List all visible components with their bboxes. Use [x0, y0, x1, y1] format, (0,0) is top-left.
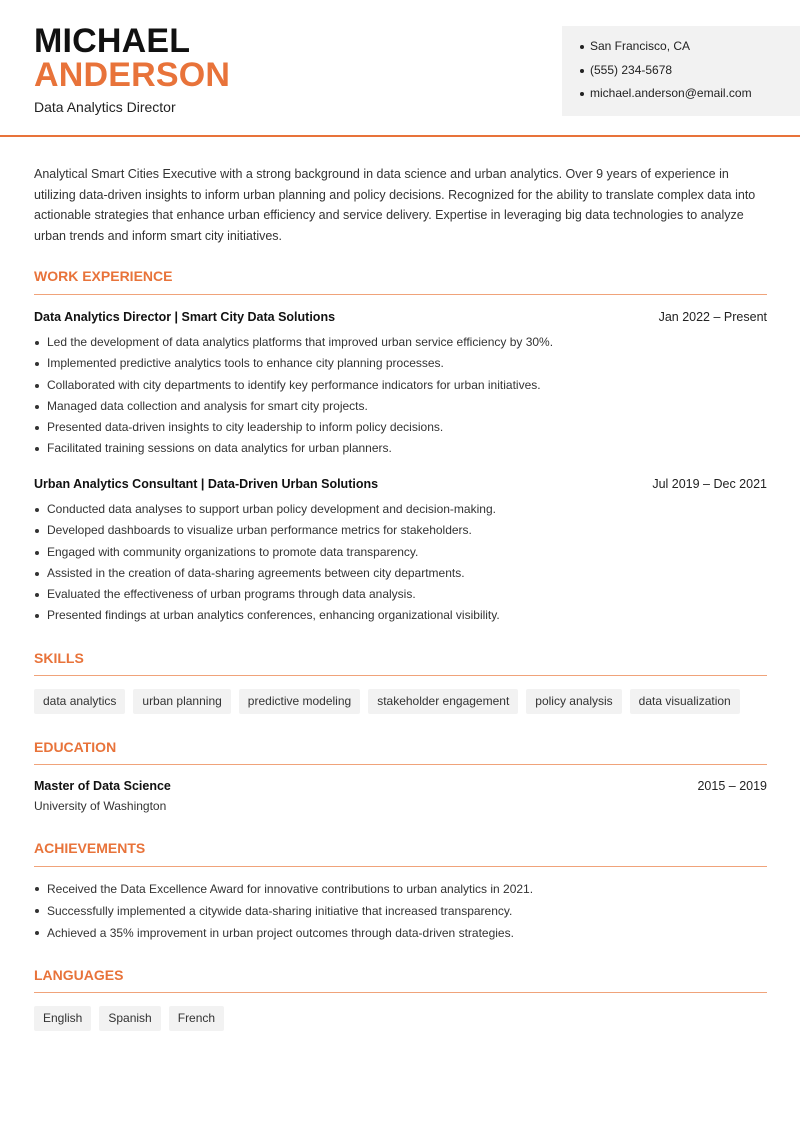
contact-box	[562, 26, 800, 116]
list-item: Developed dashboards to visualize urban performance metrics for stakeholders.	[34, 520, 767, 541]
section-title-languages: LANGUAGES	[34, 967, 124, 983]
language-tag: French	[169, 1006, 224, 1031]
job-header	[34, 310, 767, 324]
job-bullets	[34, 499, 767, 627]
skill-tag: predictive modeling	[239, 689, 360, 714]
section-divider	[34, 294, 767, 295]
list-item: Evaluated the effectiveness of urban programs through data analysis.	[34, 584, 767, 605]
education-degree: Master of Data Science	[34, 779, 171, 793]
languages-list	[34, 1006, 224, 1031]
job-role: Data Analytics Director | Smart City Data Solutions	[34, 310, 336, 324]
job-bullets	[34, 332, 767, 460]
skill-tag: urban planning	[133, 689, 230, 714]
language-tag: English	[34, 1006, 91, 1031]
section-title-skills: SKILLS	[34, 650, 84, 666]
skill-tag: policy analysis	[526, 689, 621, 714]
list-item: Assisted in the creation of data-sharing agreements between city departments.	[34, 563, 767, 584]
contact-email: michael.anderson@email.com	[580, 82, 800, 106]
resume-header	[0, 0, 800, 137]
section-divider	[34, 866, 767, 867]
first-name: MICHAEL	[34, 22, 191, 60]
list-item: Managed data collection and analysis for smart city projects.	[34, 396, 767, 417]
job-dates: Jul 2019 – Dec 2021	[652, 477, 767, 491]
section-title-education: EDUCATION	[34, 739, 117, 755]
job-role: Urban Analytics Consultant | Data-Driven Urban Solutions	[34, 477, 379, 491]
list-item: Successfully implemented a citywide data-sharing initiative that increased transparency.	[34, 900, 767, 922]
achievement-bullets	[34, 878, 767, 944]
skills-list	[34, 689, 740, 714]
language-tag: Spanish	[99, 1006, 160, 1031]
list-item: Collaborated with city departments to identify key performance indicators for urban initiatives.	[34, 375, 767, 396]
list-item: Implemented predictive analytics tools to enhance city planning processes.	[34, 353, 767, 374]
list-item: Conducted data analyses to support urban policy development and decision-making.	[34, 499, 767, 520]
list-item: Engaged with community organizations to promote data transparency.	[34, 542, 767, 563]
list-item: Facilitated training sessions on data analytics for urban planners.	[34, 438, 767, 459]
section-title-achievements: ACHIEVEMENTS	[34, 840, 146, 856]
contact-phone: (555) 234-5678	[580, 59, 800, 83]
education-dates: 2015 – 2019	[697, 779, 767, 793]
skill-tag: stakeholder engagement	[368, 689, 518, 714]
list-item: Presented data-driven insights to city leadership to inform policy decisions.	[34, 417, 767, 438]
list-item: Presented findings at urban analytics conferences, enhancing organizational visibility.	[34, 605, 767, 626]
list-item: Led the development of data analytics platforms that improved urban service efficiency by 30%.	[34, 332, 767, 353]
list-item: Achieved a 35% improvement in urban project outcomes through data-driven strategies.	[34, 922, 767, 944]
summary: Analytical Smart Cities Executive with a strong background in data science and urban analytics. Over 9 years of experience in utilizing data-driven insights to inform urban planning and policy decisions. Recognized for the ability to translate complex data into actionable strategies that enhance urban efficiency and service delivery. Expertise in leveraging big data technologies to analyze urban trends and inform smart city initiatives.	[34, 167, 756, 243]
skill-tag: data analytics	[34, 689, 125, 714]
education-school: University of Washington	[34, 799, 167, 813]
section-title-work: WORK EXPERIENCE	[34, 268, 173, 284]
job-dates: Jan 2022 – Present	[658, 310, 767, 324]
skill-tag: data visualization	[630, 689, 740, 714]
section-divider	[34, 764, 767, 765]
contact-location: San Francisco, CA	[580, 35, 800, 59]
section-divider	[34, 675, 767, 676]
job-title: Data Analytics Director	[34, 99, 176, 115]
list-item: Received the Data Excellence Award for innovative contributions to urban analytics in 2021.	[34, 878, 767, 900]
job-header	[34, 477, 767, 491]
section-divider	[34, 992, 767, 993]
last-name: ANDERSON	[34, 56, 231, 94]
